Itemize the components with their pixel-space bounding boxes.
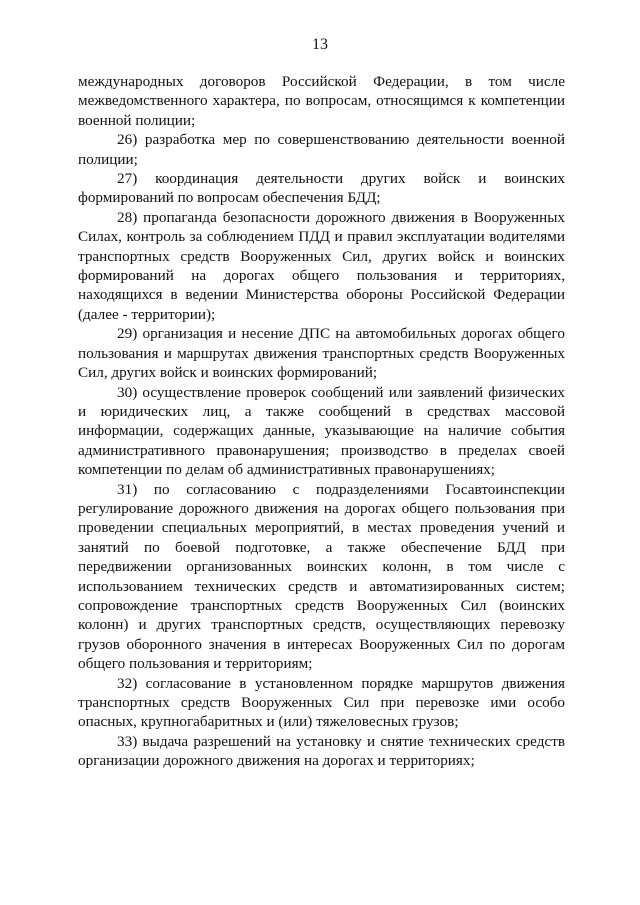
paragraph-item-31: 31) по согласованию с подразделениями Госавтоинспекции регулирование дорожного движения на дорогах общего пользования при проведении специальных мероприятий, в местах проведения учений и занятий по боевой подготовке, а также обеспечение БДД при передвижении организованных воинских колонн, в том числе с использованием технических средств и автоматизированных систем; сопровождение транспортных средств Вооруженных Сил (воинских колонн) и других транспортных средств, осуществляющих перевозку грузов оборонного значения в интересах Вооруженных Сил по дорогам общего пользования и территориям; xyxy=(78,480,565,673)
paragraph-item-28: 28) пропаганда безопасности дорожного движения в Вооруженных Силах, контроль за соблюдением ПДД и правил эксплуатации водителями транспортных средств Вооруженных Сил, других войск и воинских формирований на дорогах общего пользования и территориях, находящихся в ведении Министерства обороны Российской Федерации (далее - территории); xyxy=(78,208,565,323)
page-number: 13 xyxy=(312,36,328,53)
paragraph-continuation: международных договоров Российской Федерации, в том числе межведомственного характера, по вопросам, относящимся к компетенции военной полиции; xyxy=(78,73,565,129)
paragraph-item-32: 32) согласование в установленном порядке маршрутов движения транспортных средств Вооруженных Сил при перевозке ими особо опасных, крупногабаритных и (или) тяжеловесных грузов; xyxy=(78,674,565,731)
paragraph-item-33: 33) выдача разрешений на установку и снятие технических средств организации дорожного движения на дорогах и территориях; xyxy=(78,732,565,770)
document-body xyxy=(78,72,565,771)
paragraph-item-26: 26) разработка мер по совершенствованию деятельности военной полиции; xyxy=(78,131,565,168)
paragraph-item-29: 29) организация и несение ДПС на автомобильных дорогах общего пользования и маршрутах движения транспортных средств Вооруженных Сил, других войск и воинских формирований; xyxy=(78,325,565,382)
paragraph-item-27: 27) координация деятельности других войск и воинских формирований по вопросам обеспечения БДД; xyxy=(78,170,565,207)
paragraph-item-30: 30) осуществление проверок сообщений или заявлений физических и юридических лиц, а также сообщений в средствах массовой информации, содержащих данные, указывающие на наличие события административного правонарушения; производство в пределах своей компетенции по делам об административных правонарушениях; xyxy=(78,383,565,479)
